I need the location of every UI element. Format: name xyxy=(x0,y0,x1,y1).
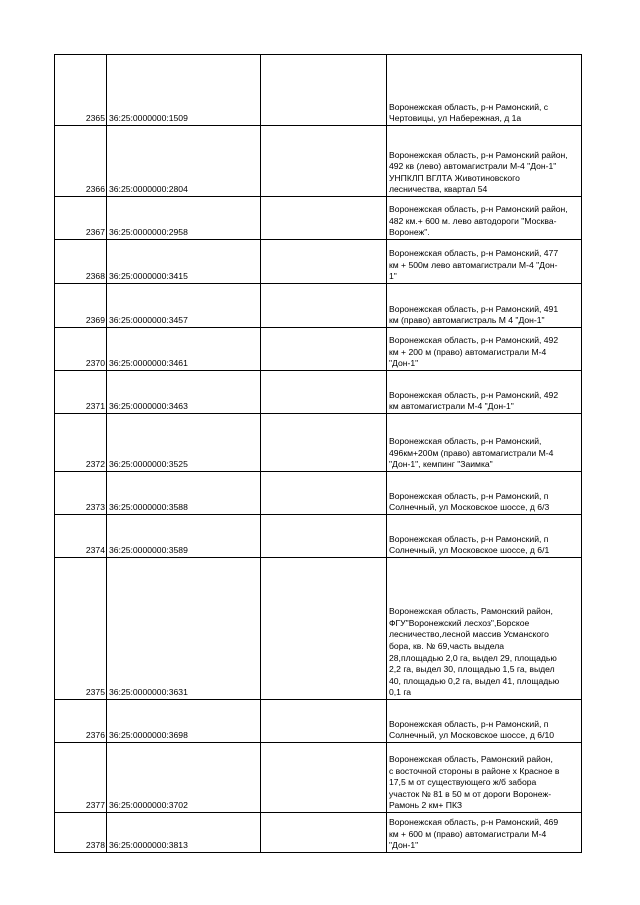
address-cell: Воронежская область, Рамонский район, ФГУ"Воронежский лесхоз",Борское лесничество,лесной массив Усманского бора, кв. № 69,часть выдела 28,площадью 2,0 га, выдел 29, площадью 2,2 га, выдел 30, площадью 1,5 га, выдел 40, площадью 0,2 га, выдел 41, площадью 0,1 га xyxy=(387,558,582,700)
row-number-cell: 2369 xyxy=(55,284,107,328)
row-number-cell: 2373 xyxy=(55,472,107,515)
address-cell: Воронежская область, р-н Рамонский район, 482 км.+ 600 м. лево автодороги "Москва- Воронеж". xyxy=(387,197,582,240)
row-number-cell: 2372 xyxy=(55,414,107,472)
empty-cell xyxy=(261,414,387,472)
cadastral-number-cell: 36:25:0000000:3525 xyxy=(107,414,261,472)
cadastral-number-cell: 36:25:0000000:3463 xyxy=(107,371,261,414)
empty-cell xyxy=(261,284,387,328)
row-number-cell: 2377 xyxy=(55,743,107,813)
address-cell: Воронежская область, р-н Рамонский, 492 км автомагистрали М-4 "Дон-1" xyxy=(387,371,582,414)
table-row xyxy=(55,558,582,700)
address-cell: Воронежская область, р-н Рамонский, с Чертовицы, ул Набережная, д 1а xyxy=(387,55,582,126)
table-row xyxy=(55,414,582,472)
cadastral-number-cell: 36:25:0000000:2804 xyxy=(107,126,261,197)
address-cell: Воронежская область, р-н Рамонский, 469 км + 600 м (право) автомагистрали М-4 "Дон-1" xyxy=(387,813,582,853)
address-cell: Воронежская область, р-н Рамонский, 492 км + 200 м (право) автомагистрали М-4 "Дон-1" xyxy=(387,328,582,371)
empty-cell xyxy=(261,700,387,743)
address-cell: Воронежская область, р-н Рамонский, п Солнечный, ул Московское шоссе, д 6/1 xyxy=(387,515,582,558)
row-number-cell: 2370 xyxy=(55,328,107,371)
table-row xyxy=(55,197,582,240)
row-number-cell: 2365 xyxy=(55,55,107,126)
row-number-cell: 2375 xyxy=(55,558,107,700)
land-register-table xyxy=(54,54,582,853)
cadastral-number-cell: 36:25:0000000:3631 xyxy=(107,558,261,700)
row-number-cell: 2371 xyxy=(55,371,107,414)
cadastral-number-cell: 36:25:0000000:3415 xyxy=(107,240,261,284)
row-number-cell: 2366 xyxy=(55,126,107,197)
cadastral-number-cell: 36:25:0000000:2958 xyxy=(107,197,261,240)
table-row xyxy=(55,328,582,371)
row-number-cell: 2378 xyxy=(55,813,107,853)
table-body xyxy=(55,55,582,853)
empty-cell xyxy=(261,240,387,284)
table-row xyxy=(55,472,582,515)
cadastral-number-cell: 36:25:0000000:3461 xyxy=(107,328,261,371)
cadastral-number-cell: 36:25:0000000:3698 xyxy=(107,700,261,743)
table-row xyxy=(55,240,582,284)
empty-cell xyxy=(261,371,387,414)
cadastral-number-cell: 36:25:0000000:3813 xyxy=(107,813,261,853)
row-number-cell: 2376 xyxy=(55,700,107,743)
row-number-cell: 2374 xyxy=(55,515,107,558)
address-cell: Воронежская область, Рамонский район, с восточной стороны в районе х Красное в 17,5 м от существующего ж/б забора участок № 81 в 50 м от дороги Воронеж- Рамонь 2 км+ ПКЗ xyxy=(387,743,582,813)
empty-cell xyxy=(261,472,387,515)
address-cell: Воронежская область, р-н Рамонский, п Солнечный, ул Московское шоссе, д 6/10 xyxy=(387,700,582,743)
table-row xyxy=(55,126,582,197)
address-cell: Воронежская область, р-н Рамонский, 491 км (право) автомагистраль М 4 "Дон-1" xyxy=(387,284,582,328)
table-row xyxy=(55,515,582,558)
address-cell: Воронежская область, р-н Рамонский, 496км+200м (право) автомагистрали М-4 "Дон-1", кемпинг "Заимка" xyxy=(387,414,582,472)
empty-cell xyxy=(261,813,387,853)
address-cell: Воронежская область, р-н Рамонский, п Солнечный, ул Московское шоссе, д 6/3 xyxy=(387,472,582,515)
land-register-table-page xyxy=(54,54,582,853)
address-cell: Воронежская область, р-н Рамонский, 477 км + 500м лево автомагистрали М-4 "Дон- 1" xyxy=(387,240,582,284)
cadastral-number-cell: 36:25:0000000:3702 xyxy=(107,743,261,813)
empty-cell xyxy=(261,558,387,700)
cadastral-number-cell: 36:25:0000000:3589 xyxy=(107,515,261,558)
table-row xyxy=(55,284,582,328)
table-row xyxy=(55,743,582,813)
cadastral-number-cell: 36:25:0000000:3457 xyxy=(107,284,261,328)
cadastral-number-cell: 36:25:0000000:1509 xyxy=(107,55,261,126)
table-row xyxy=(55,371,582,414)
cadastral-number-cell: 36:25:0000000:3588 xyxy=(107,472,261,515)
empty-cell xyxy=(261,328,387,371)
row-number-cell: 2367 xyxy=(55,197,107,240)
row-number-cell: 2368 xyxy=(55,240,107,284)
table-row xyxy=(55,700,582,743)
empty-cell xyxy=(261,515,387,558)
empty-cell xyxy=(261,743,387,813)
empty-cell xyxy=(261,197,387,240)
empty-cell xyxy=(261,55,387,126)
table-row xyxy=(55,55,582,126)
table-row xyxy=(55,813,582,853)
address-cell: Воронежская область, р-н Рамонский район, 492 кв (лево) автомагистрали М-4 "Дон-1" УНПКЛП ВГЛТА Животиновского лесничества, квартал 54 xyxy=(387,126,582,197)
empty-cell xyxy=(261,126,387,197)
